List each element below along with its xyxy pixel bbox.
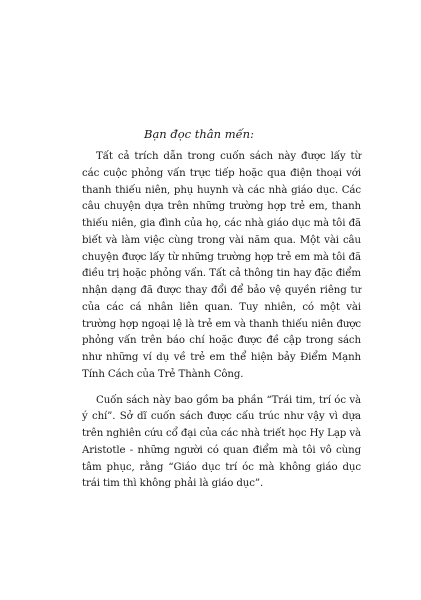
greeting: Bạn đọc thân mến: — [144, 127, 254, 141]
paragraph-1: Tất cả trích dẫn trong cuốn sách này được lấy từ các cuộc phỏng vấn trực tiếp hoặc qua điện thoại với thanh thiếu niên, phụ huynh và các nhà giáo dục. Các câu chuyện dựa trên những trường hợp trẻ em, thanh thiếu niên, gia đình của họ, các nhà giáo dục mà tôi đã biết và làm việc cùng trong vài năm qua. Một vài câu chuyện được lấy từ những trường hợp trẻ em mà tôi đã điều trị hoặc phỏng vấn. Tất cả thông tin hay đặc điểm nhận dạng đã được thay đổi để bảo vệ quyền riêng tư của các cá nhân liên quan. Tuy nhiên, có một vài trường hợp ngoại lệ là trẻ em và thanh thiếu niên được phỏng vấn trên báo chí hoặc được đề cập trong sách như những ví dụ về trẻ em thể hiện bảy Điểm Mạnh Tính Cách của Trẻ Thành Công. — [82, 151, 361, 380]
page-content — [82, 126, 361, 502]
paragraph-2: Cuốn sách này bao gồm ba phần “Trái tim, trí óc và ý chí”. Sở dĩ cuốn sách được cấu trúc như vậy vì dựa trên nghiên cứu cổ đại của các nhà triết học Hy Lạp và Aristotle - những người có quan điểm mà tôi vô cùng tâm phục, rằng “Giáo dục trí óc mà không giáo dục trái tim thì không phải là giáo dục”. — [82, 394, 361, 490]
